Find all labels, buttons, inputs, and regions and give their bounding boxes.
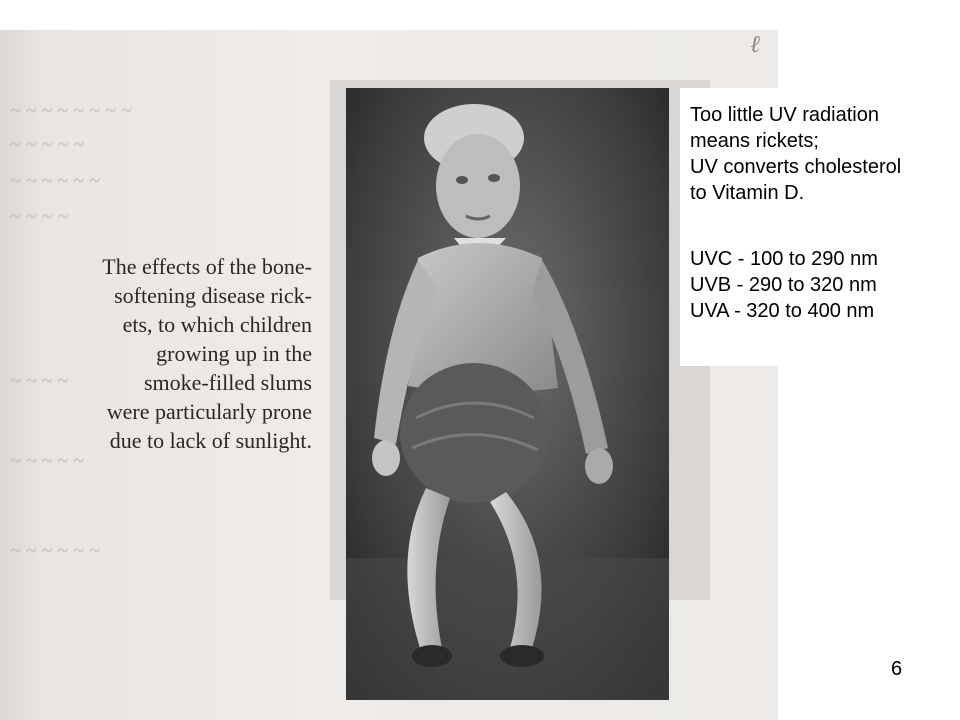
slide-number: 6 — [891, 658, 903, 680]
bleed-through-text: ~ ~ ~ ~ ~ ~ — [10, 540, 100, 562]
uv-range-line: UVC - 100 to 290 nm — [690, 248, 878, 270]
notes-line: UV converts cholesterol — [690, 156, 902, 178]
child-photograph — [346, 88, 669, 700]
bleed-through-text: ~ ~ ~ ~ — [10, 370, 69, 392]
notes-line: means rickets; — [690, 130, 819, 152]
uv-range-line: UVA - 320 to 400 nm — [690, 300, 875, 322]
bleed-through-text: ~ ~ ~ ~ ~ — [10, 450, 85, 472]
bleed-through-text: ~ ~ ~ ~ — [10, 206, 69, 228]
notes-line: to Vitamin D. — [690, 182, 805, 204]
bleed-through-text: ~ ~ ~ ~ ~ ~ ~ ~ — [10, 100, 132, 122]
bleed-through-text: ~ ~ ~ ~ ~ — [10, 134, 85, 156]
child-illustration — [346, 88, 669, 700]
notes-textbox — [680, 88, 960, 366]
pencil-mark: ℓ — [750, 32, 760, 58]
notes-line: Too little UV radiation — [690, 104, 879, 126]
uv-range-line: UVB - 290 to 320 nm — [690, 274, 877, 296]
bleed-through-text: ~ ~ ~ ~ ~ ~ — [10, 170, 100, 192]
photo-caption: The effects of the bone- softening disease rick- ets, to which children growing up in the smoke-filled slums were particularly prone due to lack of sunlight. — [102, 254, 312, 453]
